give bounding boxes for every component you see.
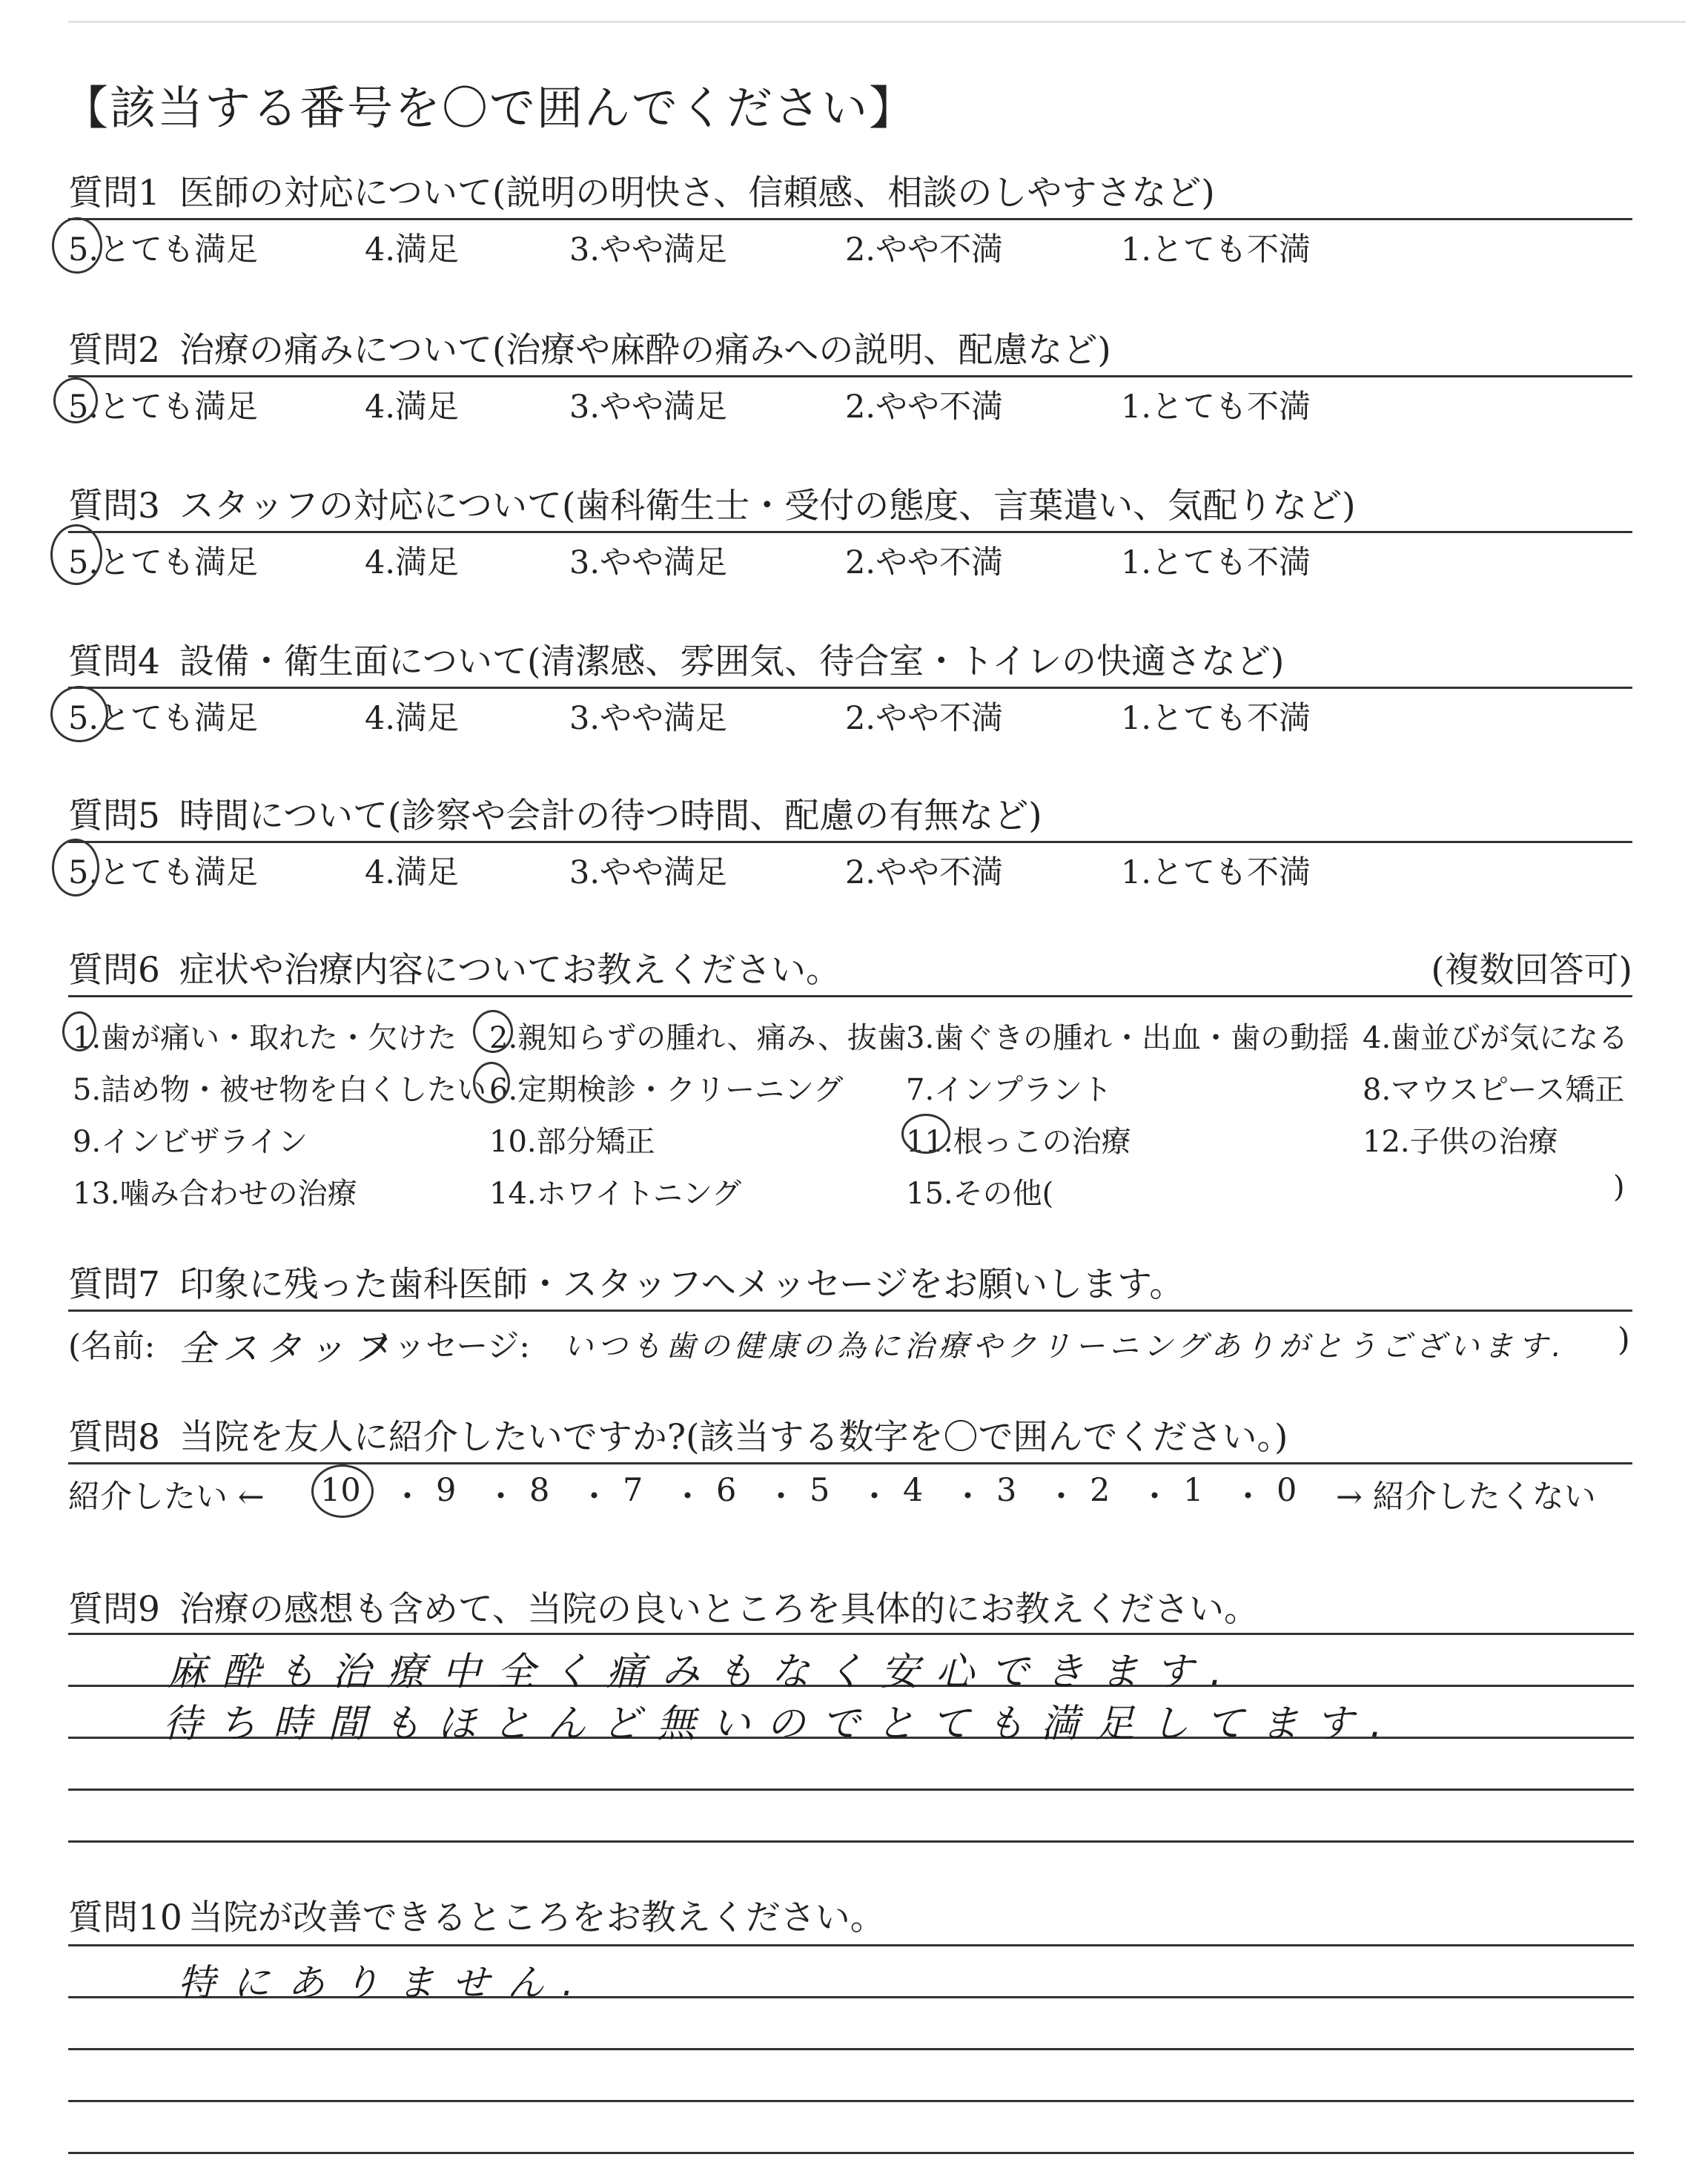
rating-option-1[interactable]: 1.とても不満 [1121,544,1311,581]
question-number: 質問6 [68,950,160,991]
symptom-option-9[interactable]: 9.インビザライン [73,1125,308,1159]
question-rule [68,995,1632,997]
symptom-option-2[interactable]: 2.親知らずの腫れ、痛み、抜歯 [489,1021,907,1055]
name-label: (名前: [68,1328,156,1365]
rating-option-2[interactable]: 2.やや不満 [845,231,1004,268]
question-number: 質問2 [68,330,160,371]
scale-dot: ・ [672,1479,704,1516]
rating-row [68,220,1632,274]
selection-circle-mark [52,839,99,896]
rating-option-4[interactable]: 4.満足 [365,544,460,581]
question-number: 質問3 [68,486,160,526]
symptom-option-5[interactable]: 5.詰め物・被せ物を白くしたい [73,1073,487,1107]
rating-option-5[interactable]: 5.とても満足 [68,231,259,268]
page-title: 【該当する番号を〇で囲んでください】 [62,81,917,135]
scale-value-5[interactable]: 5 [810,1472,830,1509]
rating-option-5[interactable]: 5.とても満足 [68,854,259,891]
rating-option-5[interactable]: 5.とても満足 [68,389,259,426]
question-5 [68,792,1632,896]
symptom-option-1[interactable]: 1.歯が痛い・取れた・欠けた [73,1021,457,1055]
question-number: 質問9 [68,1589,160,1630]
question-9 [68,1585,1632,1634]
question-text: 当院が改善できるところをお教えください。 [188,1898,885,1938]
symptom-option-4[interactable]: 4.歯並びが気になる [1363,1021,1629,1055]
other-close-paren: ) [1613,1170,1625,1204]
question-1 [68,169,1632,274]
scale-dot: ・ [485,1479,517,1516]
top-divider [68,21,1686,23]
rating-option-5[interactable]: 5.とても満足 [68,544,259,581]
selection-circle-mark [901,1114,950,1154]
question-text: 時間について(診察や会計の待つ時間、配慮の有無など) [179,796,1042,836]
question-number: 質問5 [68,796,160,836]
scale-left-label: 紹介したい ← [68,1479,265,1516]
handwritten-answer-line-2[interactable]: 待ち時間もほとんど無いのでとても満足してます. [163,1702,1399,1746]
rating-row [68,843,1632,896]
answer-line [68,1944,1634,1946]
symptom-option-6[interactable]: 6.定期検診・クリーニング [489,1073,844,1107]
question-4 [68,638,1632,742]
question-2 [68,326,1632,431]
name-handwritten[interactable]: 全スタッフ [179,1328,395,1370]
question-text: 当院を友人に紹介したいですか?(該当する数字を〇で囲んでください。) [179,1417,1288,1458]
answer-line [68,2152,1634,2154]
scale-value-9[interactable]: 9 [436,1472,457,1509]
rating-option-2[interactable]: 2.やや不満 [845,854,1004,891]
rating-row [68,377,1632,431]
question-text: 治療の痛みについて(治療や麻酔の痛みへの説明、配慮など) [179,330,1111,371]
answer-line [68,2100,1634,2102]
question-text: 症状や治療内容についてお教えください。 [179,950,841,991]
symptom-option-13[interactable]: 13.噛み合わせの治療 [73,1177,357,1211]
rating-option-1[interactable]: 1.とても不満 [1121,854,1311,891]
rating-option-1[interactable]: 1.とても不満 [1121,231,1311,268]
rating-option-3[interactable]: 3.やや満足 [569,389,728,426]
symptom-option-14[interactable]: 14.ホワイトニング [489,1177,742,1211]
message-handwritten[interactable]: いつも歯の健康の為に治療やクリーニングありがとうございます. [563,1330,1566,1364]
scale-dot: ・ [765,1479,797,1516]
scale-dot: ・ [858,1479,890,1516]
question-text: 印象に残った歯科医師・スタッフへメッセージをお願いします。 [179,1264,1185,1305]
selection-circle-mark [473,1062,510,1103]
question-text: スタッフの対応について(歯科衛生士・受付の態度、言葉遣い、気配りなど) [179,486,1356,526]
symptom-option-12[interactable]: 12.子供の治療 [1363,1125,1558,1159]
symptom-options [68,1014,1640,1229]
question-number: 質問7 [68,1264,160,1305]
rating-option-4[interactable]: 4.満足 [365,231,460,268]
scale-dot: ・ [952,1479,984,1516]
question-number: 質問4 [68,641,160,682]
handwritten-answer-line-1[interactable]: 麻酔も治療中全く痛みもなく安心できます. [168,1650,1239,1694]
answer-line [68,1789,1634,1791]
rating-row [68,689,1632,742]
rating-option-3[interactable]: 3.やや満足 [569,700,728,737]
selection-circle-mark [53,377,98,423]
rating-option-4[interactable]: 4.満足 [365,700,460,737]
selection-circle-mark [473,1010,513,1053]
scale-dot: ・ [1139,1479,1171,1516]
question-8 [68,1413,1632,1524]
question-rule [68,1309,1632,1312]
rating-option-2[interactable]: 2.やや不満 [845,389,1004,426]
answer-line [68,1633,1634,1635]
scale-value-7[interactable]: 7 [623,1472,643,1509]
recommend-scale [68,1464,1632,1524]
scale-value-1[interactable]: 1 [1183,1472,1204,1509]
question-6 [68,946,1632,997]
selection-circle-mark [62,1011,96,1051]
selection-circle-mark [50,686,108,742]
question-3 [68,482,1632,587]
scale-dot: ・ [578,1479,610,1516]
selection-circle-mark [311,1464,374,1518]
question-text: 設備・衛生面について(清潔感、雰囲気、待合室・トイレの快適さなど) [179,641,1285,682]
scale-right-label: → 紹介したくない [1336,1479,1596,1516]
symptom-option-7[interactable]: 7.インプラント [906,1073,1113,1107]
rating-option-1[interactable]: 1.とても不満 [1121,389,1311,426]
message-close-paren: ) [1618,1321,1630,1358]
question-number: 質問10 [68,1898,182,1938]
message-row [68,1317,1640,1376]
scale-dot: ・ [1045,1479,1077,1516]
question-text: 医師の対応について(説明の明快さ、信頼感、相談のしやすさなど) [179,173,1215,214]
rating-option-3[interactable]: 3.やや満足 [569,854,728,891]
symptom-option-10[interactable]: 10.部分矯正 [489,1125,655,1159]
message-label: メッセージ: [362,1328,530,1365]
selection-circle-mark [52,217,102,274]
scale-value-4[interactable]: 4 [903,1472,924,1509]
symptom-option-15[interactable]: 15.その他( [906,1177,1054,1211]
question-7 [68,1261,1632,1312]
selection-circle-mark [50,524,102,585]
question-number: 質問1 [68,173,160,214]
question-number: 質問8 [68,1417,160,1458]
multiple-answers-note: (複数回答可) [1431,950,1632,991]
scale-value-10[interactable]: 10 [320,1472,361,1509]
rating-option-4[interactable]: 4.満足 [365,389,460,426]
scale-value-6[interactable]: 6 [716,1472,737,1509]
scale-value-3[interactable]: 3 [996,1472,1017,1509]
question-10 [68,1894,1632,1943]
scale-dot: ・ [1232,1479,1264,1516]
symptom-option-8[interactable]: 8.マウスピース矯正 [1363,1073,1625,1107]
rating-option-3[interactable]: 3.やや満足 [569,544,728,581]
symptom-option-11[interactable]: 11.根っこの治療 [906,1125,1131,1159]
symptom-option-3[interactable]: 3.歯ぐきの腫れ・出血・歯の動揺 [906,1021,1350,1055]
rating-option-5[interactable]: 5.とても満足 [68,700,259,737]
scale-value-0[interactable]: 0 [1277,1472,1297,1509]
question-text: 治療の感想も含めて、当院の良いところを具体的にお教えください。 [179,1589,1259,1630]
answer-line [68,1840,1634,1843]
handwritten-answer-q10[interactable]: 特にありません. [178,1961,592,2004]
rating-option-3[interactable]: 3.やや満足 [569,231,728,268]
rating-option-4[interactable]: 4.満足 [365,854,460,891]
rating-option-1[interactable]: 1.とても不満 [1121,700,1311,737]
rating-row [68,533,1632,587]
rating-option-2[interactable]: 2.やや不満 [845,544,1004,581]
scale-value-2[interactable]: 2 [1090,1472,1110,1509]
scale-value-8[interactable]: 8 [529,1472,550,1509]
answer-line [68,2048,1634,2050]
scale-dot: ・ [391,1479,423,1516]
rating-option-2[interactable]: 2.やや不満 [845,700,1004,737]
